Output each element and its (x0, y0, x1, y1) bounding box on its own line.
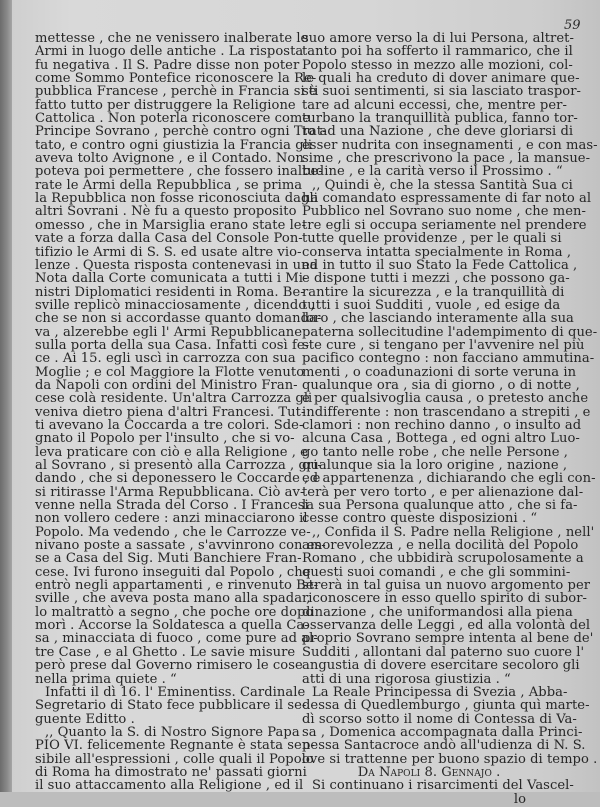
right-column-text-line: pacifico contegno : non facciano ammutina- (302, 351, 595, 367)
right-column-text-line: ha comandato espressamente di far noto al (302, 191, 592, 207)
right-column-text-line: tutti i suoi Sudditi , vuole , ed esige da (302, 297, 561, 313)
left-column-text-line: Infatti il dì 16. l' Eminentiss. Cardinale (45, 684, 306, 700)
right-column-text-line: to ad una Nazione , che deve gloriarsi di (302, 124, 574, 140)
left-column-text-line: va , alzerebbe egli l' Armi Repubblicane (35, 324, 302, 340)
left-column-text-line: cese. Ivi furono inseguiti dal Popolo , che (35, 564, 311, 580)
left-column-text-line: nivano poste a sassate , s'avvinrono con es- (35, 538, 326, 554)
right-column-text-line: Sudditi , allontani dal paterno suo cuore l' (302, 644, 585, 660)
left-column-text-line: Armi in luogo delle antiche . La risposta (35, 44, 304, 60)
right-column-text-line: ,, Quindi è, che la stessa Santità Sua ci (312, 177, 573, 193)
right-column-text-line: Si continuano i risarcimenti del Vascel- (312, 778, 574, 794)
left-column-text-line: altri Sovrani . Nè fu a questo proposito (35, 204, 297, 220)
right-column-text-line: pessa Santacroce andò all'udienza di N. S. (302, 738, 586, 754)
right-column-text-line: conserva intatta specialmente in Roma , (302, 244, 572, 260)
left-column-text-line: Segretario di Stato fece pubblicare il se- (35, 698, 307, 714)
left-column-text-line: Popolo. Ma vedendo , che le Carrozze ve- (35, 524, 311, 540)
left-column-text-line: il suo attaccamento alla Religione , ed il (35, 778, 304, 794)
left-column-text-line: gnato il Popolo per l'insulto , che si vo- (35, 431, 295, 447)
left-column-text-line: fatto tutto per distruggere la Religione (35, 97, 296, 113)
right-column-text-line: menti , o coadunazioni di sorte veruna in (302, 364, 577, 380)
left-column-text-line: mettesse , che ne venissero inalberate le (35, 31, 309, 46)
right-column-text-line: ed in tutto il suo Stato la Fede Cattolica , (302, 257, 578, 273)
left-column-text-line: dando , che si deponessero le Coccarde , e (35, 471, 321, 487)
right-column-text-line: ste cure , si tengano per l'avvenire nel più (302, 337, 585, 353)
right-column-text-line: clamori : non rechino danno , o insulto ad (302, 417, 582, 433)
left-column-text-line: se a Casa del Sig. Muti Banchiere Fran- (35, 551, 302, 567)
right-column-text-line: tre egli si occupa seriamente nel prendere (302, 217, 587, 233)
right-column-text-line: questi suoi comandi , e che gli sommini- (302, 564, 571, 580)
right-column-text-line: paterna sollecitudine l'adempimento di que- (302, 324, 598, 340)
right-column-text-line: ,, Confida il S. Padre nella Religione , nell' (312, 524, 595, 540)
right-column-text-line: La Reale Principessa di Svezia , Abba- (312, 684, 568, 700)
right-column-text-line: la sua Persona qualunque atto , che si fa- (302, 498, 578, 514)
right-column-text-line: ove si trattenne per buono spazio di tempo . (302, 751, 598, 767)
left-column-text-line: leva praticare con ciò e alla Religione , e (35, 444, 308, 460)
right-column-text-line: le quali ha creduto di dover animare que- (302, 71, 580, 87)
right-column-text-line: proprio Sovrano sempre intenta al bene de' (302, 631, 594, 647)
left-column-text-line: veniva dietro piena d'altri Francesi. Tut- (35, 404, 306, 420)
right-column-text-line: suo amore verso la di lui Persona, altret- (302, 31, 574, 46)
left-column-text-line: tato, e contro ogni giustizia la Francia gli (35, 137, 313, 153)
right-column-text-line: indifferente : non trascendano a strepiti , e (302, 404, 591, 420)
left-column-text-line: come Sommo Pontefice riconoscere la Re- (35, 71, 317, 87)
left-column-text-line: Cattolica . Non poterla riconoscere come (35, 111, 311, 127)
left-column-text-line: guente Editto . (35, 711, 135, 727)
left-column-text-line: poteva poi permettere , che fossero inalbe- (35, 164, 323, 180)
left-column-text-line: da Napoli con ordini del Ministro Fran- (35, 377, 298, 393)
right-column-text-line: e per qualsivoglia causa , o pretesto anche (302, 391, 589, 407)
right-column-text-line: esser nudrita con insegnamenti , e con mas- (302, 137, 598, 153)
right-column-text-line: terà per vero torto , e per alienazione dal- (302, 484, 584, 500)
right-column-text-line: amorevolezza , e nella docilità del Popolo (302, 538, 579, 554)
right-column-text-line: go tanto nelle robe , che nelle Persone , (302, 444, 568, 460)
right-column-text-line: tanto poi ha sofferto il rammarico, che il (302, 44, 573, 60)
right-column-text-line: tare ad alcuni eccessi, che, mentre per- (302, 97, 567, 113)
left-column-text-line: Nota dalla Corte comunicata a tutti i Mi- (35, 271, 308, 287)
left-column-text-line: che se non si accordasse quanto domanda- (35, 311, 322, 327)
left-column-text-line: sville replicò minacciosamente , dicendo , (35, 297, 315, 313)
right-column-text-line: sti suoi sentimenti, si sia lasciato traspor- (302, 84, 581, 100)
right-column-text-line: tudine , e la carità verso il Prossimo . “ (302, 164, 563, 180)
left-column-text-line: al Sovrano , si presentò alla Carrozza , gri- (35, 458, 322, 473)
left-column-text-line: entrò negli appartamenti , e rinvenuto Be- (35, 578, 319, 594)
left-column-text-line: rate le Armi della Repubblica , se prima (35, 177, 303, 193)
left-column-text-line: aveva tolto Avignone , e il Contado. Non (35, 151, 304, 167)
right-column-text-line: Da Napoli 8. Gennajo . (357, 764, 501, 780)
right-column-text-line: tutte quelle providenze , per le quali si (302, 231, 562, 247)
right-column-text-line: strerà in tal guisa un nuovo argomento per (302, 578, 591, 594)
right-column-text-line: dì scorso sotto il nome di Contessa di Va- (302, 711, 577, 727)
right-column-text-line: e dispone tutti i mezzi , che possono ga- (302, 271, 570, 287)
left-column-text-line: Moglie ; e col Maggiore la Flotte venuto (35, 364, 305, 380)
right-column-text-line: qualunque sia la loro origine , nazione , (302, 458, 568, 473)
page-number: 59 (564, 18, 581, 33)
left-column-text-line: vate a forza dalla Casa del Console Pon- (35, 231, 303, 247)
left-column-text-line: sibile all'espressioni , colle quali il Popolo (35, 751, 314, 767)
left-column-text-line: sulla porta della sua Casa. Infatti così fe- (35, 337, 310, 353)
right-column-text-line: dinazione , che uniformandosi alla piena (302, 604, 573, 620)
left-column-text-line: non vollero cedere : anzi minacciarono il (35, 511, 308, 527)
left-column (35, 31, 327, 794)
right-column-text-line: loro , che lasciando interamente alla sua (302, 311, 574, 327)
right-column-text-line: sime , che prescrivono la pace , la mansue- (302, 151, 591, 167)
left-column-text-line: nella prima quiete . “ (35, 671, 177, 687)
right-column-text-line: osservanza delle Leggi , ed alla volontà del (302, 618, 591, 634)
left-column-text-line: tifizio le Armi di S. S. ed usate altre vio- (35, 244, 302, 260)
left-column-text-line: di Roma ha dimostrato ne' passati giorni (35, 764, 307, 780)
left-column-text-line: venne nella Strada del Corso . I Francesi (35, 498, 309, 514)
right-column-text-line: riconoscere in esso quello spirito di subor- (302, 591, 588, 607)
book-gutter-shadow (0, 0, 12, 792)
left-column-text-line: ti avevano la Coccarda a tre colori. Sde- (35, 417, 304, 433)
right-column-text-line: qualunque ora , sia di giorno , o di notte , (302, 377, 580, 393)
right-column-text-line: angustia di dovere esercitare secoloro gli (302, 658, 580, 674)
left-column-text-line: sa , minacciata di fuoco , come pure ad al- (35, 631, 318, 647)
left-column-text-line: pubblica Francese , perchè in Francia si è (35, 84, 317, 100)
left-column-text-line: tre Case , e al Ghetto . Le savie misure (35, 644, 296, 660)
left-column-text-line: lo maltrattò a segno , che poche ore dopo (35, 604, 314, 620)
right-column-text-line: turbano la tranquillità publica, fanno tor- (302, 111, 578, 127)
right-column-text-line: alcuna Casa , Bottega , ed ogni altro Luo- (302, 431, 580, 447)
left-column-text-line: nistri Diplomatici residenti in Roma. Be- (35, 284, 305, 300)
right-column-text-line: dessa di Quedlemburgo , giunta quì marte- (302, 698, 590, 714)
left-column-text-line: ce . Ai 15. egli uscì in carrozza con sua (35, 351, 296, 367)
right-column-text-line: Pubblico nel Sovrano suo nome , che men- (302, 204, 586, 220)
left-column-text-line: morì . Accorse la Soldatesca a quella Ca- (35, 618, 309, 634)
left-column-text-line: sville , che aveva posta mano alla spada , (35, 591, 311, 607)
right-column-text-line: atti di una rigorosa giustizia . “ (302, 671, 511, 687)
left-column-text-line: PIO VI. felicemente Regnante è stata sen- (35, 738, 315, 754)
left-column-text-line: omesso , che in Marsiglia erano state le- (35, 217, 307, 233)
right-column-text-line: rantire la sicurezza , e la tranquillità di (302, 284, 565, 300)
left-column-text-line: ,, Quanto la S. di Nostro Signore Papa (45, 724, 300, 740)
right-column (302, 31, 598, 807)
right-column-text-line: sa , Domenica accompagnata dalla Princi- (302, 724, 583, 740)
left-column-text-line: Principe Sovrano , perchè contro ogni Trat- (35, 124, 327, 140)
right-column-text-line: cesse contro queste disposizioni . “ (302, 511, 538, 527)
left-column-text-line: però prese dal Governo rimisero le cose (35, 658, 303, 674)
left-column-text-line: la Repubblica non fosse riconosciuta dagli (35, 191, 318, 207)
left-column-text-line: si ritirasse l'Arma Repubblicana. Ciò av- (35, 484, 305, 500)
left-column-text-line: cese colà residente. Un'altra Carrozza gli (35, 391, 313, 407)
left-column-text-line: lenze . Questa risposta contenevasi in una (35, 257, 318, 273)
right-column-text-line: Romano , che ubbidirà scrupolosamente a (302, 551, 584, 567)
left-column-text-line: fu negativa . Il S. Padre disse non poter (35, 57, 300, 73)
right-column-text-line: Popolo stesso in mezzo alle mozioni, col- (302, 57, 573, 73)
right-column-text-line: ed appartenenza , dichiarando che egli con- (302, 471, 596, 487)
right-column-text-line: lo (513, 791, 526, 807)
